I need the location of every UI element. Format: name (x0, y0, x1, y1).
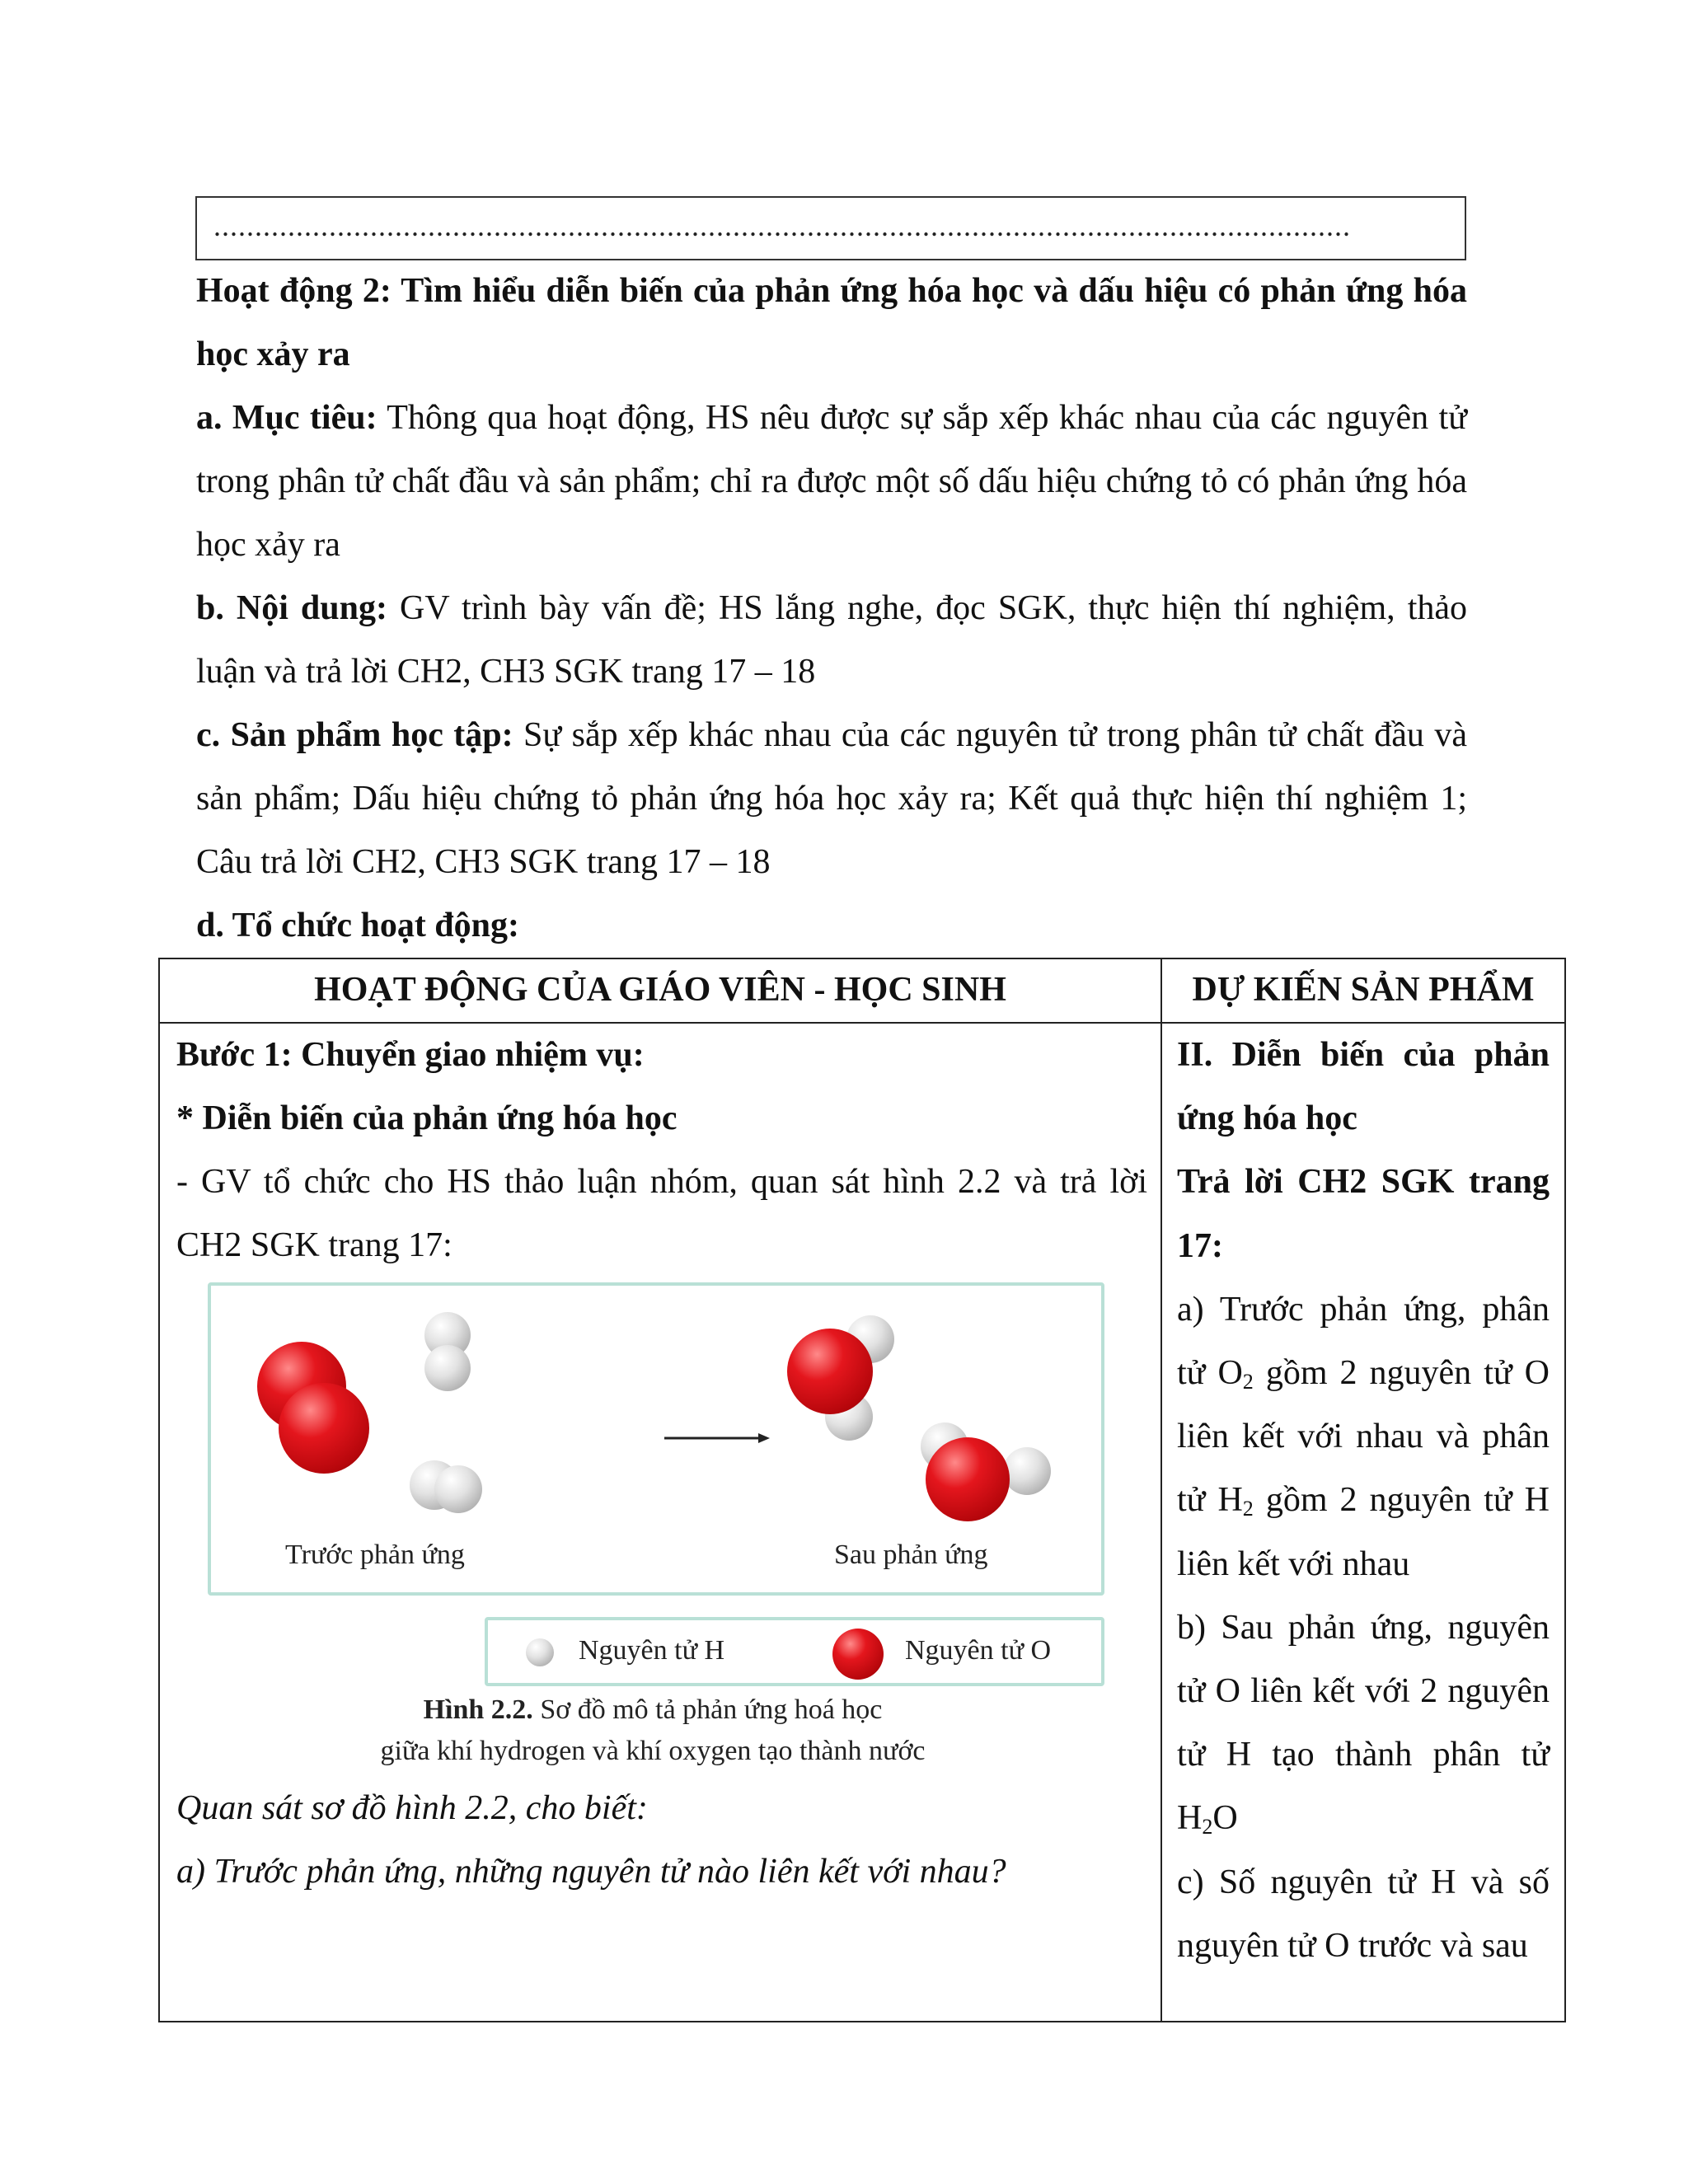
instruction-text: - GV tổ chức cho HS thảo luận nhóm, quan sát hình 2.2 và trả lời CH2 SGK trang 17: (176, 1163, 1147, 1264)
oxygen-legend-icon (832, 1629, 884, 1680)
answer-a-text-2: gồm 2 nguyên tử O liên kết với nhau và phân tử H (1177, 1354, 1550, 1520)
question-intro: Quan sát sơ đồ hình 2.2, cho biết: (176, 1789, 648, 1827)
hydrogen-atom (1003, 1447, 1051, 1495)
header-teacher-student: HOẠT ĐỘNG CỦA GIÁO VIÊN - HỌC SINH (159, 958, 1161, 1023)
objective-text: Thông qua hoạt động, HS nêu được sự sắp xếp khác nhau của các nguyên tử trong phân tử chất đầu và sản phẩm; chỉ ra được một số dấu hiệu chứng tỏ có phản ứng hóa học xảy ra (196, 399, 1467, 564)
answer-ch2-title: Trả lời CH2 SGK trang 17: (1177, 1163, 1550, 1265)
product-label: c. Sản phẩm học tập: (196, 716, 513, 754)
step-1-heading: Bước 1: Chuyển giao nhiệm vụ: (176, 1036, 645, 1074)
content-label: b. Nội dung: (196, 589, 387, 627)
oxygen-legend-label: Nguyên tử O (905, 1635, 1052, 1666)
table-row (159, 1023, 1565, 2022)
oxygen-atom (279, 1383, 369, 1474)
dotted-placeholder-box (195, 196, 1466, 260)
subscript: 2 (1242, 1370, 1254, 1394)
dotted-line: .......................................................................................................................................... (213, 209, 1351, 242)
reaction-subheading: * Diễn biến của phản ứng hóa học (176, 1099, 678, 1137)
oxygen-atom (926, 1437, 1010, 1521)
oxygen-atom (787, 1329, 873, 1414)
after-reaction-label: Sau phản ứng (834, 1540, 988, 1570)
teacher-student-cell (159, 1023, 1161, 2022)
answer-a-text-3: gồm 2 nguyên tử H liên kết với nhau (1177, 1481, 1550, 1583)
objective-label: a. Mục tiêu: (196, 399, 377, 437)
activity-intro (196, 260, 1467, 958)
section-ii-title: II. Diễn biến của phản ứng hóa học (1177, 1036, 1550, 1138)
reaction-arrow-icon (664, 1430, 771, 1446)
table-header-row (159, 958, 1565, 1023)
reaction-diagram-frame (208, 1282, 1104, 1596)
content-text: GV trình bày vấn đề; HS lắng nghe, đọc SGK, thực hiện thí nghiệm, thảo luận và trả lời CH2, CH3 SGK trang 17 – 18 (196, 589, 1468, 691)
header-expected-product: DỰ KIẾN SẢN PHẨM (1161, 958, 1565, 1023)
figure-2-2 (176, 1282, 1149, 1686)
figure-caption-number: Hình 2.2. (423, 1694, 533, 1725)
question-a: a) Trước phản ứng, những nguyên tử nào liên kết với nhau? (176, 1853, 1006, 1891)
answer-b-text-1: b) Sau phản ứng, nguyên tử O liên kết với 2 nguyên tử H tạo thành phân tử H (1177, 1608, 1550, 1838)
figure-caption-line-2: giữa khí hydrogen và khí oxygen tạo thành nước (380, 1736, 926, 1766)
answer-b-text-2: O (1212, 1799, 1238, 1838)
hydrogen-atom (424, 1345, 471, 1391)
figure-caption (208, 1690, 1098, 1772)
hydrogen-atom (434, 1465, 482, 1513)
activity-heading: Hoạt động 2: Tìm hiểu diễn biến của phản ứng hóa học và dấu hiệu có phản ứng hóa học xảy ra (196, 272, 1467, 373)
before-reaction-label: Trước phản ứng (285, 1540, 465, 1570)
objective-paragraph (196, 387, 1467, 577)
figure-caption-line-1: Sơ đồ mô tả phản ứng hoá học (532, 1694, 883, 1725)
product-paragraph (196, 704, 1467, 894)
answer-a (1177, 1278, 1550, 1596)
content-paragraph (196, 577, 1467, 704)
answer-b (1177, 1596, 1550, 1851)
answer-a-text-1: a) Trước phản ứng, phân tử O (1177, 1290, 1550, 1393)
subscript: 2 (1242, 1497, 1254, 1521)
hydrogen-legend-label: Nguyên tử H (579, 1635, 725, 1666)
product-text: Sự sắp xếp khác nhau của các nguyên tử trong phân tử chất đầu và sản phẩm; Dấu hiệu chứng tỏ phản ứng hóa học xảy ra; Kết quả thực hiện thí nghiệm 1; Câu trả lời CH2, CH3 SGK trang 17 – 18 (196, 716, 1467, 881)
answer-c: c) Số nguyên tử H và số nguyên tử O trước và sau (1177, 1863, 1550, 1965)
organize-heading: d. Tổ chức hoạt động: (196, 907, 520, 944)
subscript: 2 (1202, 1815, 1213, 1840)
expected-product-cell (1161, 1023, 1565, 2022)
activity-table (158, 958, 1566, 2022)
atom-legend (485, 1617, 1104, 1686)
hydrogen-legend-icon (526, 1638, 554, 1666)
